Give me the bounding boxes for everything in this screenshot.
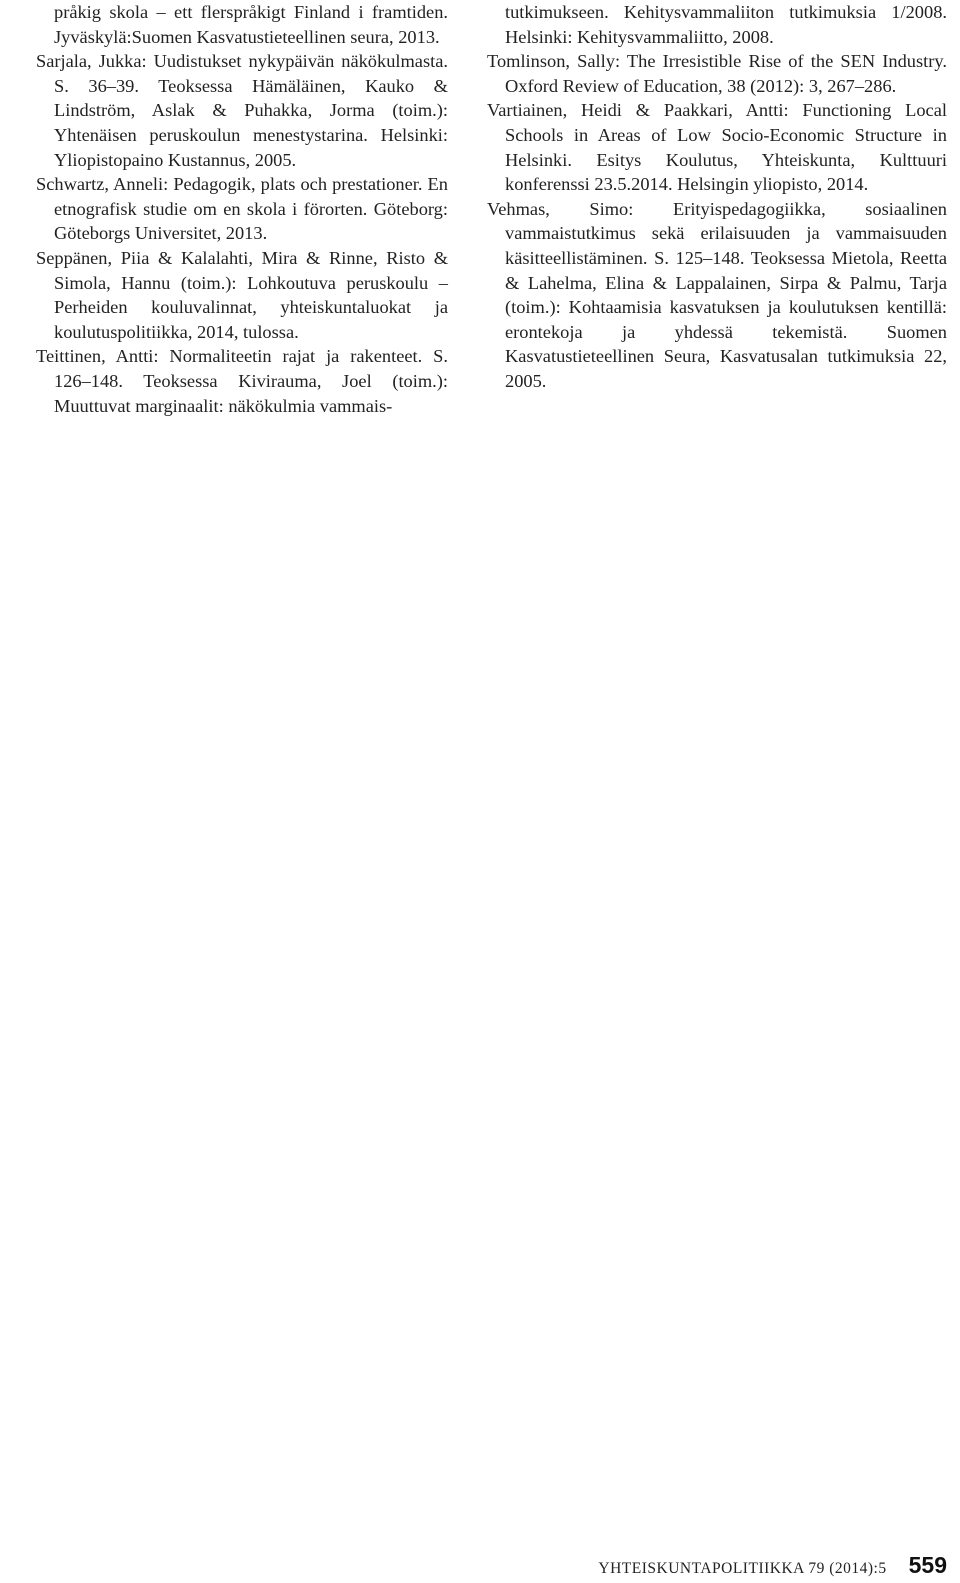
page-number: 559: [908, 1552, 947, 1578]
reference-entry: Vartiainen, Heidi & Paakkari, Antti: Functioning Local Schools in Areas of Low Socio-Economic Structure in Helsinki. Esitys Koulutus, Yhteiskunta, Kulttuuri konferenssi 23.5.2014. Helsingin yliopisto, 2014.: [487, 100, 947, 195]
page-footer: [0, 1552, 947, 1579]
journal-name: YHTEISKUNTAPOLITIIKKA 79 (2014):5: [598, 1560, 887, 1577]
reference-entry: Seppänen, Piia & Kalalahti, Mira & Rinne, Risto & Simola, Hannu (toim.): Lohkoutuva peruskoulu – Perheiden kouluvalinnat, yhteiskuntaluokat ja koulutuspolitiikka, 2014, tulossa.: [36, 247, 448, 342]
reference-entry: Teittinen, Antti: Normaliteetin rajat ja rakenteet. S. 126–148. Teoksessa Kivirauma, Joel (toim.): Muuttuvat marginaalit: näkökulmia vammais-: [36, 346, 448, 416]
reference-entry: Vehmas, Simo: Erityispedagogiikka, sosiaalinen vammaistutkimus sekä erilaisuuden ja vammaisuuden käsitteellistäminen. S. 125–148. Teoksessa Mietola, Reetta & Lahelma, Elina & Lappalainen, Sirpa & Palmu, Tarja (toim.): Kohtaamisia kasvatuksen ja koulutuksen kentillä: erontekoja ja yhdessä tekemistä. Suomen Kasvatustieteellinen Seura, Kasvatusalan tutkimuksia 22, 2005.: [487, 198, 947, 391]
right-reference-column: [487, 0, 947, 394]
reference-entry: Schwartz, Anneli: Pedagogik, plats och prestationer. En etnografisk studie om en skola i förorten. Göteborg: Göteborgs Universitet, 2013.: [36, 174, 448, 244]
left-reference-column: [36, 0, 448, 418]
reference-entry: tutkimukseen. Kehitysvammaliiton tutkimuksia 1/2008. Helsinki: Kehitysvammaliitto, 2008.: [505, 2, 947, 47]
reference-entry: pråkig skola – ett flerspråkigt Finland i framtiden. Jyväskylä:Suomen Kasvatustieteellinen seura, 2013.: [54, 2, 448, 47]
reference-entry: Sarjala, Jukka: Uudistukset nykypäivän näkökulmasta. S. 36–39. Teoksessa Hämäläinen, Kauko & Lindström, Aslak & Puhakka, Jorma (toim.): Yhtenäisen peruskoulun menestystarina. Helsinki: Yliopistopaino Kustannus, 2005.: [36, 51, 448, 170]
reference-entry: Tomlinson, Sally: The Irresistible Rise of the SEN Industry. Oxford Review of Education, 38 (2012): 3, 267–286.: [487, 51, 947, 96]
